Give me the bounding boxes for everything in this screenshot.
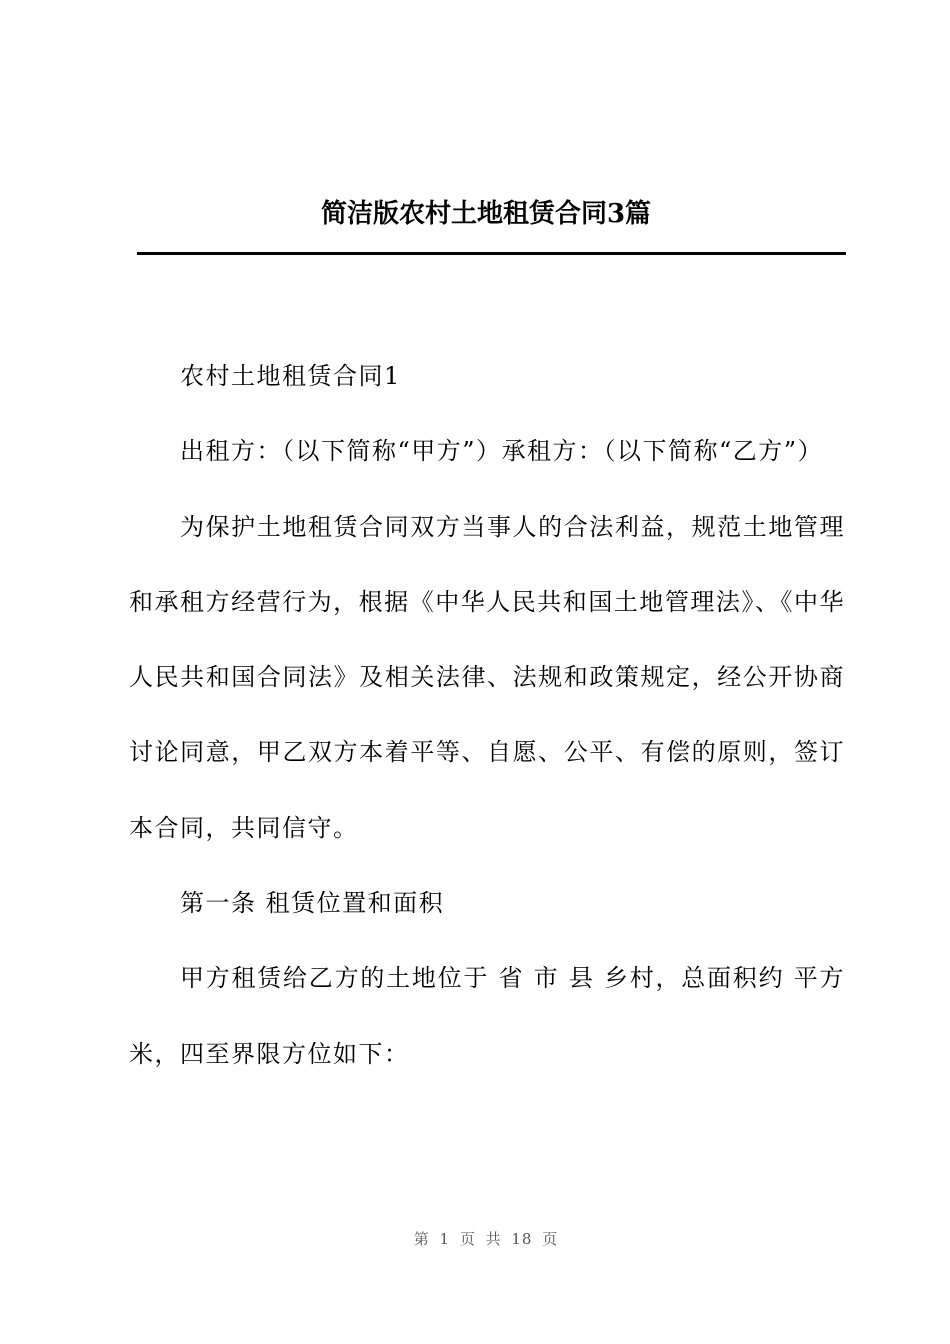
document-title: 简洁版农村土地租赁合同3篇 — [320, 199, 652, 229]
preamble-paragraph: 为保护土地租赁合同双方当事人的合法利益，规范土地管理和承租方经营行为，根据《中华人民共和国土地管理法》、《中华人民共和国合同法》及相关法律、法规和政策规定，经公开协商讨论同意，甲乙双方本着平等、自愿、公平、有偿的原则，签订本合同，共同信守。 — [129, 512, 845, 842]
location-paragraph: 甲方租赁给乙方的土地位于 省 市 县 乡村，总面积约 平方米，四至界限方位如下： — [129, 964, 845, 1068]
parties-paragraph: 出租方：（以下简称“甲方”）承租方：（以下简称“乙方”） — [180, 437, 824, 466]
title-divider — [137, 252, 846, 255]
contract-heading: 农村土地租赁合同1 — [180, 362, 401, 390]
page-footer: 第 1 页 共 18 页 — [413, 1230, 559, 1248]
document-body — [129, 339, 845, 1092]
article-heading: 第一条 租赁位置和面积 — [180, 889, 445, 918]
